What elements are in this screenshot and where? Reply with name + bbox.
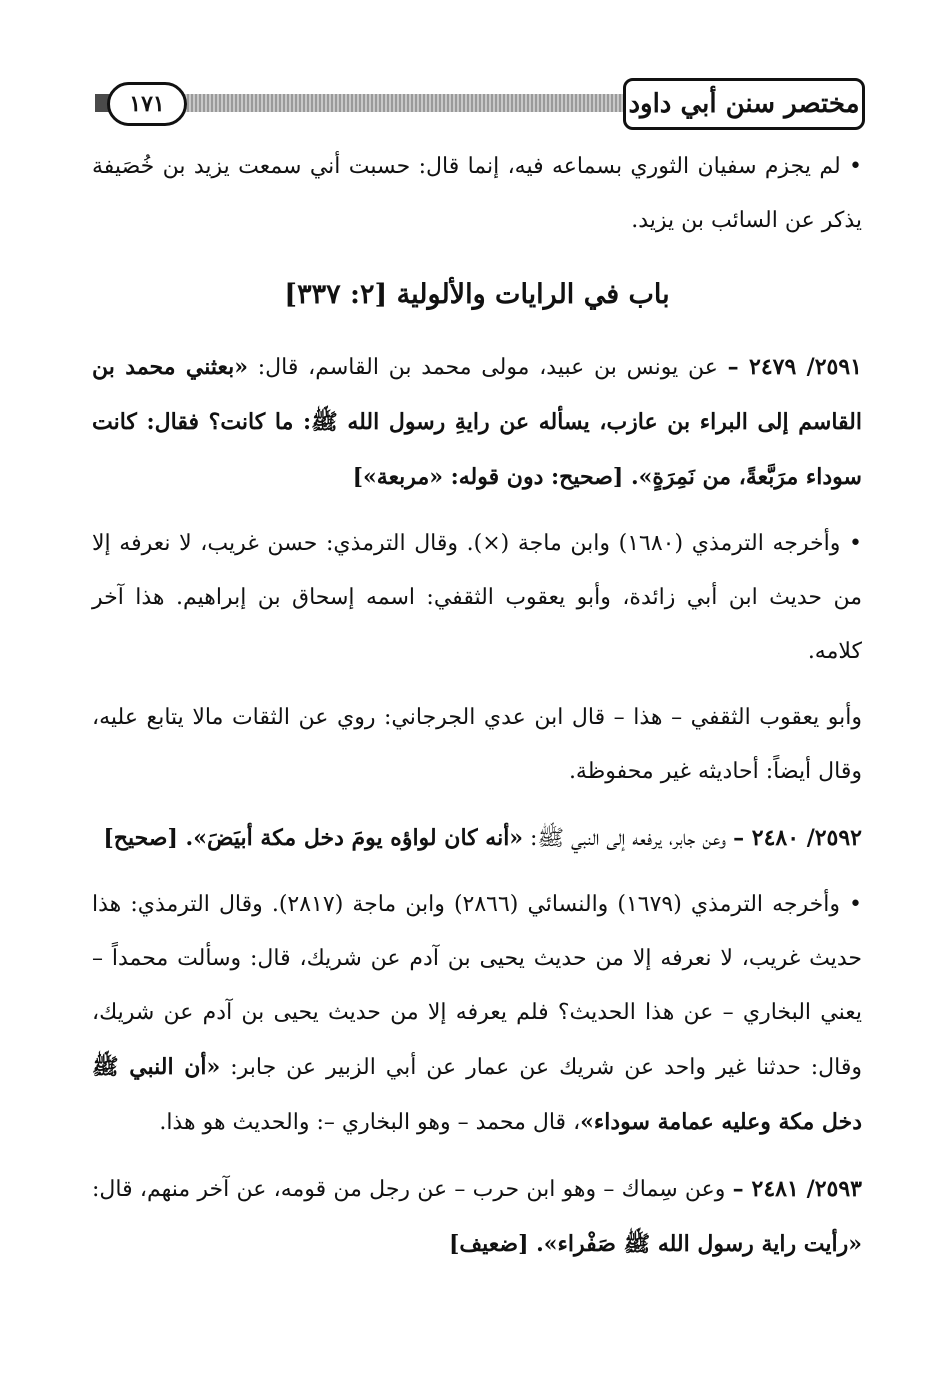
note-abu-yaqub: وأبو يعقوب الثقفي – هذا – قال ابن عدي الجرجاني: روي عن الثقات مالا يتابع عليه، وقال أيضاً: أحاديثه غير محفوظة. [92,705,862,784]
hadith-matn: «بعثني محمد بن القاسم إلى البراء بن عازب، يسأله عن رايةِ رسول الله ﷺ: ما كانت؟ فقال: كانت سوداء مرَبَّعةً، من نَمِرَةٍ». [92,354,862,490]
chapter-heading: باب في الرايات والألولية [٢: ٣٣٧] [284,279,670,310]
hadith-2593 [92,1162,862,1272]
takhrij-2592 [92,878,862,1150]
hadith-chain: وعن سِماك – وهو ابن حرب – عن رجل من قومه، عن آخر منهم، قال: [92,1177,733,1202]
hadith-chain: وعن جابر، يرفعه إلى النبي ﷺ: [523,826,734,851]
takhrij-2591: • وأخرجه الترمذي (١٦٨٠) وابن ماجة (×). وقال الترمذي: حسن غريب، لا نعرفه إلا من حديث ابن أبي زائدة، وأبو يعقوب الثقفي: اسمه إسحاق بن إبراهيم. هذا آخر كلامه. [92,531,862,664]
takhrij-tail: ، قال محمد – وهو البخاري –: والحديث هو هذا. [159,1110,581,1135]
paragraph-sufyan-note: • لم يجزم سفيان الثوري بسماعه فيه، إنما قال: حسبت أني سمعت يزيد بن خُصَيفة يذكر عن السائب بن يزيد. [92,154,862,233]
hadith-chain: عن يونس بن عبيد، مولى محمد بن القاسم، قال: [248,355,728,380]
hadith-grade: [صحيح] [103,825,186,851]
takhrij-quoted-matn: «أن النبي ﷺ دخل مكة وعليه عمامة سوداء» [92,1054,862,1135]
hadith-2592 [92,811,862,866]
book-title: مختصر سنن أبي داود [623,78,865,130]
hadith-grade: [صحيح: دون قوله: «مربعة»] [352,464,631,490]
hadith-number: ٢٥٩٢/ ٢٤٨٠ – [733,825,862,851]
hadith-matn: «رأيت راية رسول الله ﷺ صَفْراء». [536,1231,862,1257]
hadith-matn: «أنه كان لواؤه يومَ دخل مكة أبيَضَ». [185,825,524,851]
takhrij-text: • وأخرجه الترمذي (١٦٧٩) والنسائي (٢٨٦٦) وابن ماجة (٢٨١٧). وقال الترمذي: هذا حديث غريب، لا نعرفه إلا من حديث يحيى بن آدم عن شريك، قال: وسألت محمداً – يعني البخاري – عن هذا الحديث؟ فلم يعرفه إلا من حديث يحيى بن آدم عن شريك، وقال: حدثنا غير واحد عن شريك عن عمار عن أبي الزبير عن جابر: [92,892,862,1080]
page-header [95,78,865,128]
page-number: ١٧١ [107,82,187,126]
hadith-number: ٢٥٩٣/ ٢٤٨١ – [732,1176,862,1202]
hadith-2591 [92,340,862,505]
hadith-grade: [ضعيف] [448,1231,537,1257]
hadith-number: ٢٥٩١/ ٢٤٧٩ – [727,354,862,380]
page-body [92,140,862,1284]
